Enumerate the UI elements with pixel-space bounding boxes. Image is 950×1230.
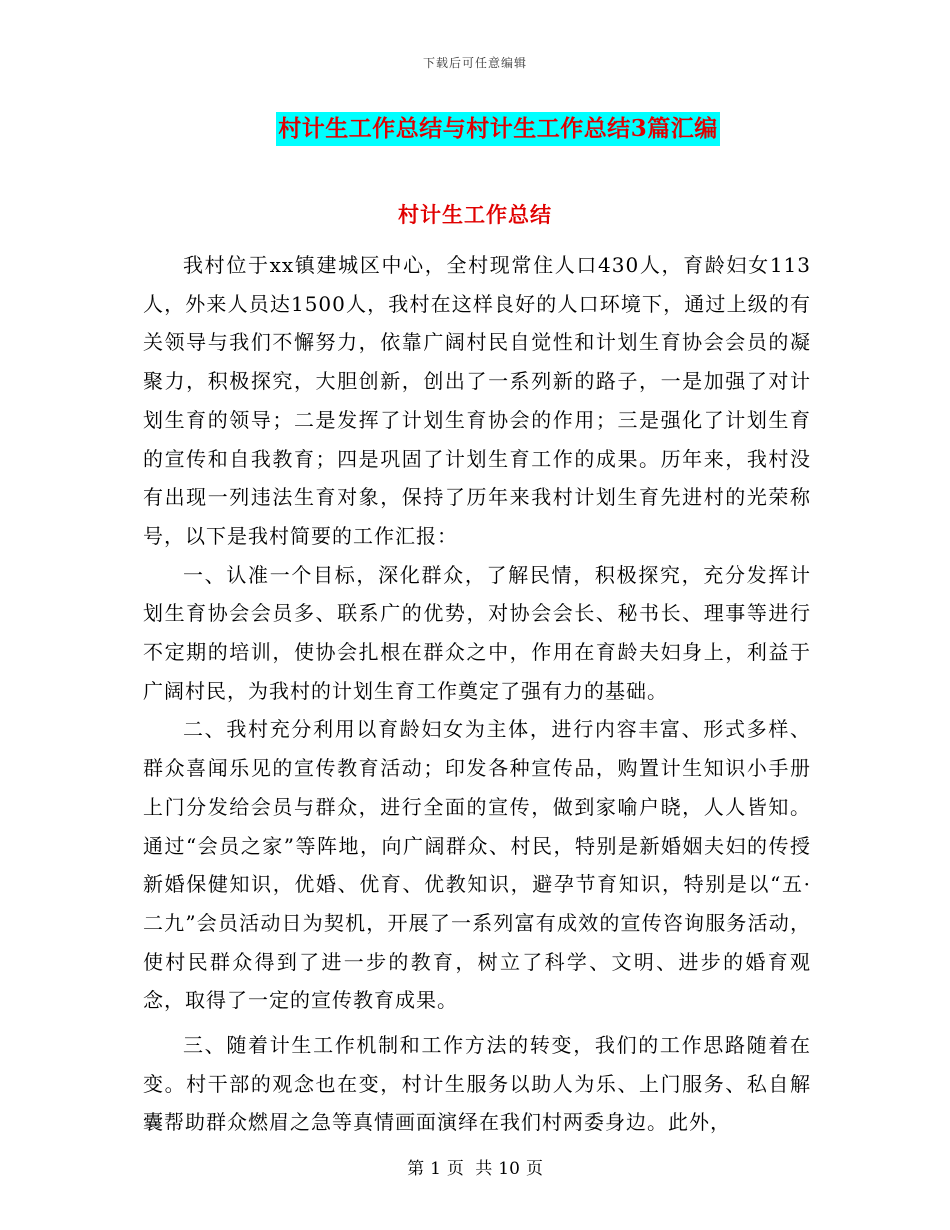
paragraph-point-two: 二、我村充分利用以育龄妇女为主体，进行内容丰富、形式多样、群众喜闻乐见的宣传教育活动；印发各种宣传品，购置计生知识小手册上门分发给会员与群众，进行全面的宣传，做到家喻户晓，人人皆知。通过“会员之家”等阵地，向广阔群众、村民，特别是新婚姻夫妇的传授新婚保健知识，优婚、优育、优教知识，避孕节育知识，特别是以“五·二九”会员活动日为契机，开展了一系列富有成效的宣传咨询服务活动，使村民群众得到了进一步的教育，树立了科学、文明、进步的婚育观念，取得了一定的宣传教育成果。 (143, 717, 811, 1013)
document-title: 村计生工作总结与村计生工作总结3篇汇编 (276, 112, 720, 146)
paragraph-point-three: 三、随着计生工作机制和工作方法的转变，我们的工作思路随着在变。村干部的观念也在变，村计生服务以助人为乐、上门服务、私自解囊帮助群众燃眉之急等真情画面演绎在我们村两委身边。此外， (143, 1033, 811, 1135)
page-suffix: 页 (525, 1159, 543, 1179)
page-prefix: 第 (407, 1159, 425, 1179)
document-title-wrap (0, 112, 950, 146)
header-note: 下载后可任意编辑 (422, 56, 527, 70)
page-total: 10 (498, 1159, 520, 1179)
paragraph-intro: 我村位于xx镇建城区中心，全村现常住人口430人，育龄妇女113人，外来人员达1500人，我村在这样良好的人口环境下，通过上级的有关领导与我们不懈努力，依靠广阔村民自觉性和计划生育协会会员的凝聚力，积极探究，大胆创新，创出了一系列新的路子，一是加强了对计划生育的领导；二是发挥了计划生育协会的作用；三是强化了计划生育的宣传和自我教育；四是巩固了计划生育工作的成果。历年来，我村没有出现一列违法生育对象，保持了历年来我村计划生育先进村的光荣称号，以下是我村简要的工作汇报： (143, 253, 811, 548)
body-text (143, 246, 811, 1142)
page-mid: 页 共 (446, 1159, 493, 1179)
section-title: 村计生工作总结 (398, 202, 552, 227)
paragraph-point-one: 一、认准一个目标，深化群众，了解民情，积极探究，充分发挥计划生育协会会员多、联系广的优势，对协会会长、秘书长、理事等进行不定期的培训，使协会扎根在群众之中，作用在育龄夫妇身上，利益于广阔村民，为我村的计划生育工作奠定了强有力的基础。 (143, 562, 811, 703)
page-number: 1 (430, 1159, 441, 1179)
page-number-footer (0, 1154, 950, 1179)
